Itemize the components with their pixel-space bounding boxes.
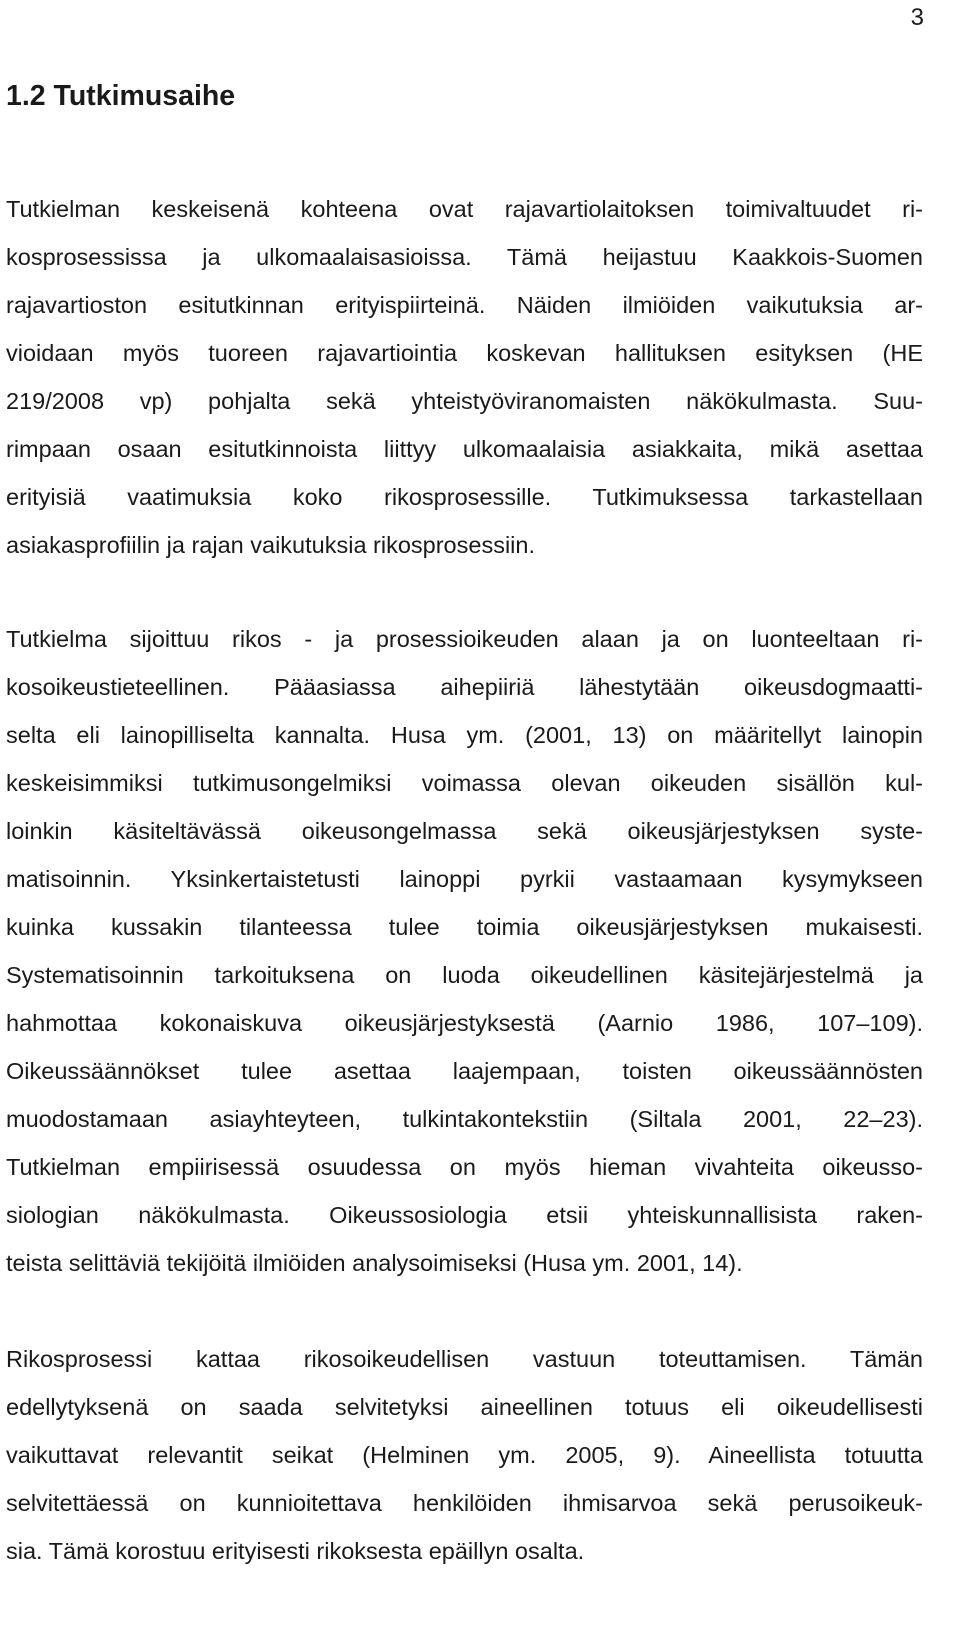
text-line: rimpaan osaan esitutkinnoista liittyy ulkomaalaisia asiakkaita, mikä asettaa [6,436,923,462]
text-line: kosoikeustieteellinen. Pääasiassa aihepiiriä lähestytään oikeusdogmaatti- [6,674,923,700]
text-line: matisoinnin. Yksinkertaistetusti lainoppi pyrkii vastaamaan kysymykseen [6,866,923,892]
text-line: 219/2008 vp) pohjalta sekä yhteistyöviranomaisten näkökulmasta. Suu- [6,388,923,414]
text-line: Rikosprosessi kattaa rikosoikeudellisen vastuun toteuttamisen. Tämän [6,1346,923,1372]
text-line: selvitettäessä on kunnioitettava henkilöiden ihmisarvoa sekä perusoikeuk- [6,1490,923,1516]
text-line: siologian näkökulmasta. Oikeussosiologia etsii yhteiskunnallisista raken- [6,1202,923,1228]
text-line: hahmottaa kokonaiskuva oikeusjärjestyksestä (Aarnio 1986, 107–109). [6,1010,923,1036]
text-line: rajavartioston esitutkinnan erityispiirteinä. Näiden ilmiöiden vaikutuksia ar- [6,292,923,318]
text-line: selta eli lainopilliselta kannalta. Husa ym. (2001, 13) on määritellyt lainopin [6,722,923,748]
text-line: Oikeussäännökset tulee asettaa laajempaan, toisten oikeussäännösten [6,1058,923,1084]
section-heading: 1.2 Tutkimusaihe [6,80,236,112]
text-line: vaikuttavat relevantit seikat (Helminen ym. 2005, 9). Aineellista totuutta [6,1442,923,1468]
text-line: asiakasprofiilin ja rajan vaikutuksia rikosprosessiin. [6,532,535,558]
text-line: muodostamaan asiayhteyteen, tulkintakontekstiin (Siltala 2001, 22–23). [6,1106,923,1132]
text-line: kuinka kussakin tilanteessa tulee toimia oikeusjärjestyksen mukaisesti. [6,914,923,940]
text-line: erityisiä vaatimuksia koko rikosprosessille. Tutkimuksessa tarkastellaan [6,484,923,510]
text-line: vioidaan myös tuoreen rajavartiointia koskevan hallituksen esityksen (HE [6,340,923,366]
text-line: kosprosessissa ja ulkomaalaisasioissa. Tämä heijastuu Kaakkois-Suomen [6,244,923,270]
text-line: sia. Tämä korostuu erityisesti rikoksesta epäillyn osalta. [6,1538,585,1564]
text-line: Systematisoinnin tarkoituksena on luoda oikeudellinen käsitejärjestelmä ja [6,962,923,988]
text-line: Tutkielman keskeisenä kohteena ovat rajavartiolaitoksen toimivaltuudet ri- [6,196,923,222]
text-line: edellytyksenä on saada selvitetyksi aineellinen totuus eli oikeudellisesti [6,1394,923,1420]
text-line: teista selittäviä tekijöitä ilmiöiden analysoimiseksi (Husa ym. 2001, 14). [6,1250,743,1276]
page-number: 3 [910,4,924,31]
text-line: Tutkielman empiirisessä osuudessa on myös hieman vivahteita oikeusso- [6,1154,923,1180]
text-line: keskeisimmiksi tutkimusongelmiksi voimassa olevan oikeuden sisällön kul- [6,770,923,796]
text-line: loinkin käsiteltävässä oikeusongelmassa sekä oikeusjärjestyksen syste- [6,818,923,844]
text-line: Tutkielma sijoittuu rikos - ja prosessioikeuden alaan ja on luonteeltaan ri- [6,626,923,652]
